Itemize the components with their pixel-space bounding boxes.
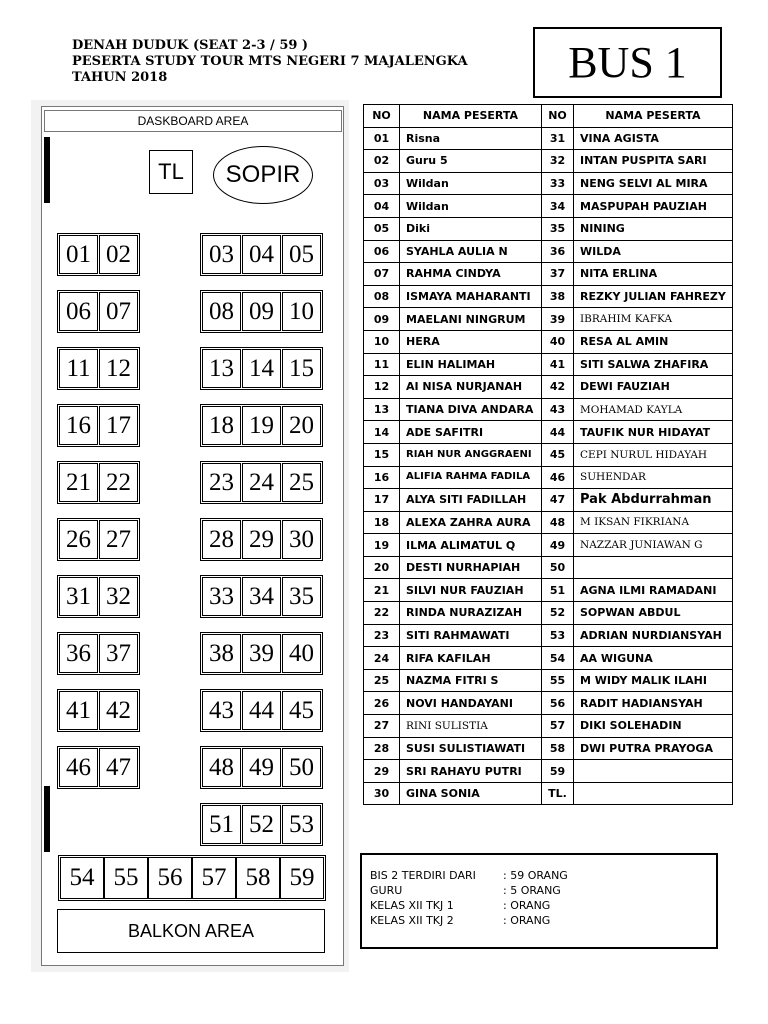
participant-name: ALEXA ZAHRA AURA xyxy=(400,511,542,534)
header-no-1: NO xyxy=(364,105,400,128)
seat-16: 16 xyxy=(59,406,98,445)
summary-label: GURU xyxy=(370,884,403,897)
table-row xyxy=(364,737,733,760)
table-row xyxy=(364,579,733,602)
row-number: 08 xyxy=(364,285,400,308)
row-number: 20 xyxy=(364,556,400,579)
participant-name: INTAN PUSPITA SARI xyxy=(574,150,733,173)
header-no-2: NO xyxy=(542,105,574,128)
table-row xyxy=(364,263,733,286)
row-number: 59 xyxy=(542,760,574,783)
row-number: 53 xyxy=(542,624,574,647)
tour-leader-seat: TL xyxy=(149,150,193,194)
participant-name: TAUFIK NUR HIDAYAT xyxy=(574,421,733,444)
row-number: 41 xyxy=(542,353,574,376)
summary-label: BIS 2 TERDIRI DARI xyxy=(370,869,476,882)
row-number: 25 xyxy=(364,669,400,692)
row-number: 23 xyxy=(364,624,400,647)
participant-name: SYAHLA AULIA N xyxy=(400,240,542,263)
participant-name: RADIT HADIANSYAH xyxy=(574,692,733,715)
participant-name: SRI RAHAYU PUTRI xyxy=(400,760,542,783)
seat-01: 01 xyxy=(59,235,98,274)
table-row xyxy=(364,285,733,308)
seat-10: 10 xyxy=(282,292,321,331)
row-number: 16 xyxy=(364,466,400,489)
table-row xyxy=(364,195,733,218)
seat-26: 26 xyxy=(59,520,98,559)
participant-name: Diki xyxy=(400,217,542,240)
row-number: 05 xyxy=(364,217,400,240)
seat-09: 09 xyxy=(242,292,281,331)
seat-39: 39 xyxy=(242,634,281,673)
table-row xyxy=(364,240,733,263)
participant-name: DIKI SOLEHADIN xyxy=(574,715,733,738)
row-number: 55 xyxy=(542,669,574,692)
table-row xyxy=(364,715,733,738)
participant-name: NAZZAR JUNIAWAN G xyxy=(574,534,733,557)
participant-name: CEPI NURUL HIDAYAH xyxy=(574,443,733,466)
seat-11: 11 xyxy=(59,349,98,388)
row-number: 50 xyxy=(542,556,574,579)
participant-name: SUSI SULISTIAWATI xyxy=(400,737,542,760)
summary-label: KELAS XII TKJ 2 xyxy=(370,914,454,927)
row-number: 36 xyxy=(542,240,574,263)
seat-27: 27 xyxy=(99,520,138,559)
participant-name: RAHMA CINDYA xyxy=(400,263,542,286)
row-number: 31 xyxy=(542,127,574,150)
row-number: 24 xyxy=(364,647,400,670)
row-number: 42 xyxy=(542,376,574,399)
table-row xyxy=(364,647,733,670)
front-door-marker xyxy=(44,137,50,203)
row-number: 02 xyxy=(364,150,400,173)
seat-57: 57 xyxy=(192,857,236,899)
participant-name: ILMA ALIMATUL Q xyxy=(400,534,542,557)
driver-seat: SOPIR xyxy=(213,146,313,204)
row-number: TL. xyxy=(542,782,574,805)
seat-40: 40 xyxy=(282,634,321,673)
row-number: 56 xyxy=(542,692,574,715)
seat-35: 35 xyxy=(282,577,321,616)
participant-name: ADRIAN NURDIANSYAH xyxy=(574,624,733,647)
table-row xyxy=(364,466,733,489)
table-row xyxy=(364,330,733,353)
participant-name: M IKSAN FIKRIANA xyxy=(574,511,733,534)
participant-name: TIANA DIVA ANDARA xyxy=(400,398,542,421)
seat-36: 36 xyxy=(59,634,98,673)
table-row xyxy=(364,782,733,805)
table-row xyxy=(364,353,733,376)
seat-17: 17 xyxy=(99,406,138,445)
row-number: 48 xyxy=(542,511,574,534)
row-number: 11 xyxy=(364,353,400,376)
participant-name: SOPWAN ABDUL xyxy=(574,602,733,625)
seat-04: 04 xyxy=(242,235,281,274)
table-row xyxy=(364,489,733,512)
row-number: 43 xyxy=(542,398,574,421)
row-number: 54 xyxy=(542,647,574,670)
participant-name: SILVI NUR FAUZIAH xyxy=(400,579,542,602)
row-number: 18 xyxy=(364,511,400,534)
table-row xyxy=(364,760,733,783)
row-number: 51 xyxy=(542,579,574,602)
seat-18: 18 xyxy=(202,406,241,445)
row-number: 45 xyxy=(542,443,574,466)
seat-05: 05 xyxy=(282,235,321,274)
seat-15: 15 xyxy=(282,349,321,388)
seat-30: 30 xyxy=(282,520,321,559)
seat-52: 52 xyxy=(242,805,281,844)
row-number: 35 xyxy=(542,217,574,240)
participant-name: SITI SALWA ZHAFIRA xyxy=(574,353,733,376)
seat-58: 58 xyxy=(236,857,280,899)
seat-37: 37 xyxy=(99,634,138,673)
row-number: 21 xyxy=(364,579,400,602)
seat-28: 28 xyxy=(202,520,241,559)
row-number: 33 xyxy=(542,172,574,195)
row-number: 38 xyxy=(542,285,574,308)
row-number: 15 xyxy=(364,443,400,466)
dashboard-area-label: DASKBOARD AREA xyxy=(44,110,342,132)
table-row xyxy=(364,376,733,399)
seat-44: 44 xyxy=(242,691,281,730)
row-number: 12 xyxy=(364,376,400,399)
participant-name: NINING xyxy=(574,217,733,240)
row-number: 30 xyxy=(364,782,400,805)
seat-32: 32 xyxy=(99,577,138,616)
row-number: 28 xyxy=(364,737,400,760)
seat-33: 33 xyxy=(202,577,241,616)
table-row xyxy=(364,511,733,534)
row-number: 26 xyxy=(364,692,400,715)
seat-08: 08 xyxy=(202,292,241,331)
participant-name: VINA AGISTA xyxy=(574,127,733,150)
participant-name: RIAH NUR ANGGRAENI xyxy=(400,443,542,466)
participant-name: NOVI HANDAYANI xyxy=(400,692,542,715)
seat-34: 34 xyxy=(242,577,281,616)
participant-name: AI NISA NURJANAH xyxy=(400,376,542,399)
seat-22: 22 xyxy=(99,463,138,502)
participant-name: Wildan xyxy=(400,172,542,195)
participant-name: WILDA xyxy=(574,240,733,263)
seat-02: 02 xyxy=(99,235,138,274)
row-number: 49 xyxy=(542,534,574,557)
table-row xyxy=(364,443,733,466)
summary-value: : ORANG xyxy=(503,899,551,912)
table-row xyxy=(364,172,733,195)
participant-name: MOHAMAD KAYLA xyxy=(574,398,733,421)
seat-42: 42 xyxy=(99,691,138,730)
row-number: 37 xyxy=(542,263,574,286)
participant-name: RIFA KAFILAH xyxy=(400,647,542,670)
row-number: 39 xyxy=(542,308,574,331)
participant-name: MASPUPAH PAUZIAH xyxy=(574,195,733,218)
seat-48: 48 xyxy=(202,748,241,787)
row-number: 19 xyxy=(364,534,400,557)
row-number: 58 xyxy=(542,737,574,760)
title-line-1: DENAH DUDUK (SEAT 2-3 / 59 ) xyxy=(72,38,309,53)
table-row xyxy=(364,692,733,715)
seat-23: 23 xyxy=(202,463,241,502)
row-number: 03 xyxy=(364,172,400,195)
seat-20: 20 xyxy=(282,406,321,445)
participant-name: SUHENDAR xyxy=(574,466,733,489)
table-row xyxy=(364,556,733,579)
table-row xyxy=(364,150,733,173)
row-number: 46 xyxy=(542,466,574,489)
participant-name: Risna xyxy=(400,127,542,150)
table-row xyxy=(364,534,733,557)
participant-name: Wildan xyxy=(400,195,542,218)
row-number: 06 xyxy=(364,240,400,263)
participant-name: HERA xyxy=(400,330,542,353)
seat-24: 24 xyxy=(242,463,281,502)
table-row xyxy=(364,624,733,647)
participant-name: NENG SELVI AL MIRA xyxy=(574,172,733,195)
participant-table xyxy=(363,104,733,805)
participant-name: Guru 5 xyxy=(400,150,542,173)
participant-name: Pak Abdurrahman xyxy=(574,489,733,512)
row-number: 17 xyxy=(364,489,400,512)
participant-name: AGNA ILMI RAMADANI xyxy=(574,579,733,602)
participant-name: ALYA SITI FADILLAH xyxy=(400,489,542,512)
seat-12: 12 xyxy=(99,349,138,388)
participant-name: ELIN HALIMAH xyxy=(400,353,542,376)
seat-50: 50 xyxy=(282,748,321,787)
participant-name xyxy=(574,782,733,805)
table-row xyxy=(364,398,733,421)
summary-value: : 59 ORANG xyxy=(503,869,568,882)
row-number: 22 xyxy=(364,602,400,625)
participant-name: SITI RAHMAWATI xyxy=(400,624,542,647)
seat-53: 53 xyxy=(282,805,321,844)
header-name-2: NAMA PESERTA xyxy=(574,105,733,128)
seat-07: 07 xyxy=(99,292,138,331)
row-number: 32 xyxy=(542,150,574,173)
row-number: 57 xyxy=(542,715,574,738)
row-number: 01 xyxy=(364,127,400,150)
table-row xyxy=(364,602,733,625)
seat-43: 43 xyxy=(202,691,241,730)
participant-name: REZKY JULIAN FAHREZY xyxy=(574,285,733,308)
row-number: 44 xyxy=(542,421,574,444)
seat-25: 25 xyxy=(282,463,321,502)
seat-41: 41 xyxy=(59,691,98,730)
participant-name: NITA ERLINA xyxy=(574,263,733,286)
participant-name: AA WIGUNA xyxy=(574,647,733,670)
table-row xyxy=(364,669,733,692)
participant-name: ISMAYA MAHARANTI xyxy=(400,285,542,308)
summary-box xyxy=(360,853,718,949)
table-row xyxy=(364,308,733,331)
seat-56: 56 xyxy=(148,857,192,899)
row-number: 27 xyxy=(364,715,400,738)
summary-label: KELAS XII TKJ 1 xyxy=(370,899,454,912)
seat-03: 03 xyxy=(202,235,241,274)
seat-06: 06 xyxy=(59,292,98,331)
table-header-row xyxy=(364,105,733,128)
participant-name: MAELANI NINGRUM xyxy=(400,308,542,331)
seat-38: 38 xyxy=(202,634,241,673)
seat-55: 55 xyxy=(104,857,148,899)
seat-14: 14 xyxy=(242,349,281,388)
seat-51: 51 xyxy=(202,805,241,844)
seat-47: 47 xyxy=(99,748,138,787)
summary-value: : 5 ORANG xyxy=(503,884,561,897)
row-number: 52 xyxy=(542,602,574,625)
participant-name: RESA AL AMIN xyxy=(574,330,733,353)
participant-name xyxy=(574,556,733,579)
title-line-2: PESERTA STUDY TOUR MTS NEGERI 7 MAJALENGKA xyxy=(72,54,468,69)
participant-name: DWI PUTRA PRAYOGA xyxy=(574,737,733,760)
seat-21: 21 xyxy=(59,463,98,502)
row-number: 09 xyxy=(364,308,400,331)
row-number: 47 xyxy=(542,489,574,512)
header-name-1: NAMA PESERTA xyxy=(400,105,542,128)
summary-value: : ORANG xyxy=(503,914,551,927)
participant-name: ADE SAFITRI xyxy=(400,421,542,444)
participant-name: ALIFIA RAHMA FADILA xyxy=(400,466,542,489)
participant-name: RINI SULISTIA xyxy=(400,715,542,738)
seat-54: 54 xyxy=(60,857,104,899)
seat-19: 19 xyxy=(242,406,281,445)
bus-label: BUS 1 xyxy=(533,27,722,98)
seat-59: 59 xyxy=(280,857,324,899)
row-number: 13 xyxy=(364,398,400,421)
participant-name: RINDA NURAZIZAH xyxy=(400,602,542,625)
row-number: 10 xyxy=(364,330,400,353)
participant-name: NAZMA FITRI S xyxy=(400,669,542,692)
row-number: 29 xyxy=(364,760,400,783)
table-row xyxy=(364,217,733,240)
seat-29: 29 xyxy=(242,520,281,559)
balkon-area-label: BALKON AREA xyxy=(57,909,325,953)
seat-49: 49 xyxy=(242,748,281,787)
row-number: 04 xyxy=(364,195,400,218)
title-line-3: TAHUN 2018 xyxy=(72,70,168,85)
row-number: 40 xyxy=(542,330,574,353)
table-row xyxy=(364,127,733,150)
seat-13: 13 xyxy=(202,349,241,388)
participant-name: DEWI FAUZIAH xyxy=(574,376,733,399)
participant-name: DESTI NURHAPIAH xyxy=(400,556,542,579)
participant-name xyxy=(574,760,733,783)
table-row xyxy=(364,421,733,444)
seat-31: 31 xyxy=(59,577,98,616)
rear-door-marker xyxy=(44,786,50,852)
participant-name: M WIDY MALIK ILAHI xyxy=(574,669,733,692)
row-number: 07 xyxy=(364,263,400,286)
participant-name: GINA SONIA xyxy=(400,782,542,805)
row-number: 34 xyxy=(542,195,574,218)
seat-46: 46 xyxy=(59,748,98,787)
seat-45: 45 xyxy=(282,691,321,730)
participant-name: IBRAHIM KAFKA xyxy=(574,308,733,331)
row-number: 14 xyxy=(364,421,400,444)
